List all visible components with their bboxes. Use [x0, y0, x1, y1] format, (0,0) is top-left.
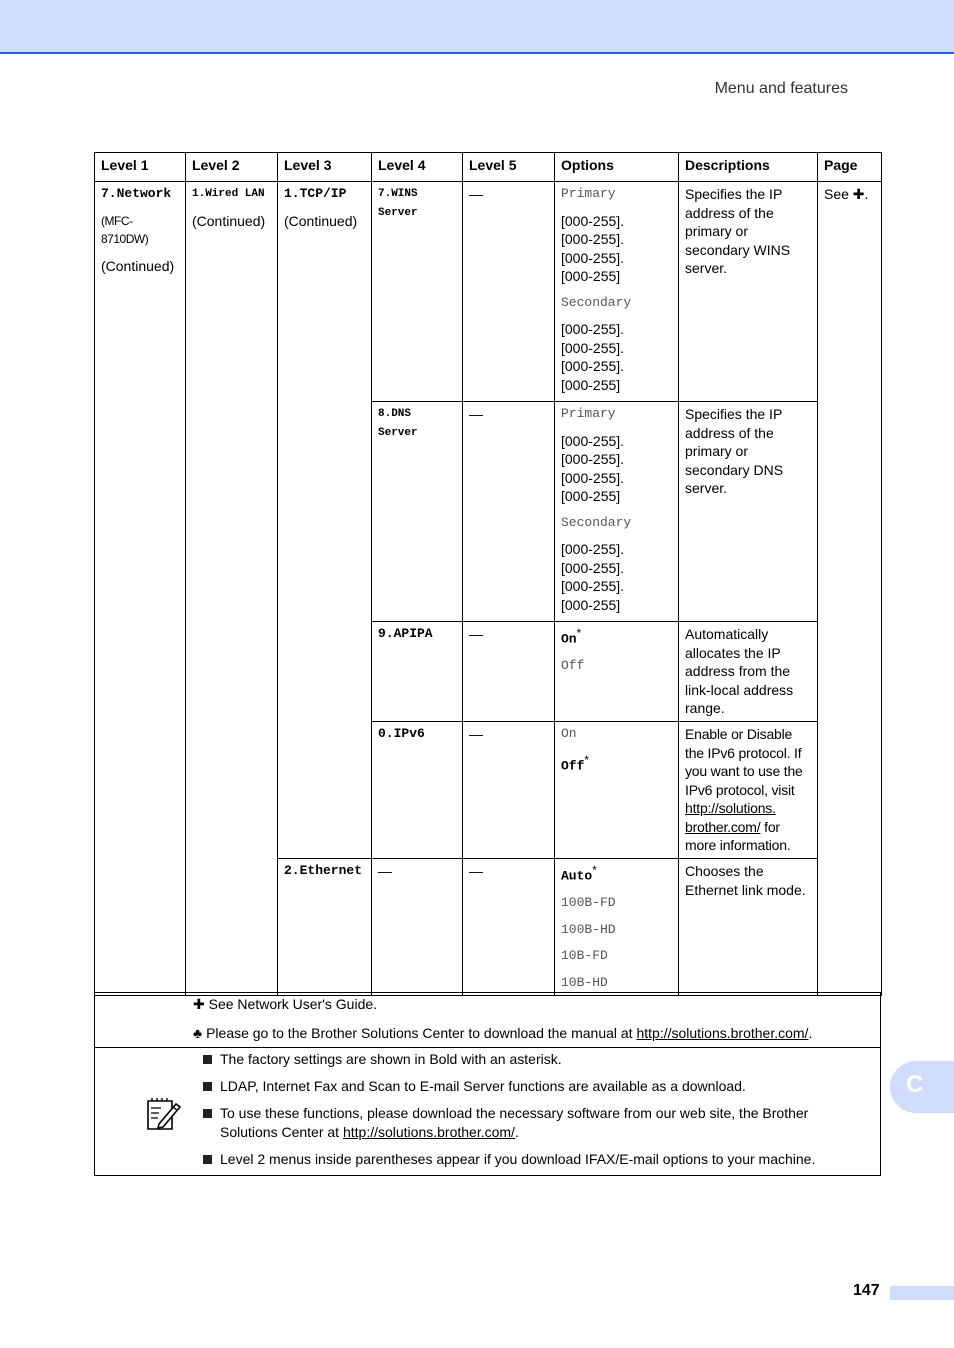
option-off: Off [561, 658, 585, 674]
options-cell [555, 402, 679, 622]
level2-menu: 1.Wired LAN [192, 188, 265, 200]
level5-dash: — [469, 186, 483, 202]
option-10b-hd: 10B-HD [561, 974, 608, 990]
option-primary: Primary [561, 186, 616, 201]
level4-menu: 0.IPv6 [378, 726, 425, 741]
page-bar [890, 1286, 954, 1300]
level1-continued: (Continued) [101, 257, 175, 274]
note-item: The factory settings are shown in Bold with an asterisk. [203, 1050, 850, 1069]
option-auto-default: Auto* [561, 864, 597, 884]
option-100b-hd: 100B-HD [561, 921, 616, 937]
level5-dash: — [469, 626, 483, 642]
level2-cell [186, 182, 278, 996]
level3-cell [278, 182, 372, 859]
cross-icon: ✚ [193, 996, 205, 1012]
column-header: Level 3 [278, 153, 372, 182]
description: Enable or Disable the IPv6 protocol. If you want to use the IPv6 protocol, visit http://solutions. brother.com/ for more information. [679, 722, 818, 859]
option-10b-fd: 10B-FD [561, 948, 608, 964]
level4-menu: 8.DNS Server [378, 408, 418, 439]
level4-dash: — [378, 863, 392, 879]
club-icon: ♣ [193, 1025, 203, 1041]
level2-continued: (Continued) [192, 212, 266, 229]
footnotes-box [94, 992, 881, 1048]
page-reference: See ✚. [824, 186, 869, 202]
option-on-default: On* [561, 627, 582, 647]
option-on: On [561, 726, 577, 741]
note-item: LDAP, Internet Fax and Scan to E-mail Server functions are available as a download. [203, 1077, 850, 1096]
level1-cell [95, 182, 186, 996]
options-cell [555, 722, 679, 859]
column-header: Level 1 [95, 153, 186, 182]
options-cell [555, 622, 679, 722]
table-row-wins [95, 182, 882, 402]
column-header: Descriptions [679, 153, 818, 182]
note-item: To use these functions, please download the necessary software from our web site, the Brother Solutions Center at http://solutions.brother.com/. [203, 1104, 850, 1142]
solutions-link[interactable]: http://solutions. [685, 800, 776, 816]
description: Chooses the Ethernet link mode. [685, 863, 806, 898]
level4-menu: 7.WINS Server [378, 188, 418, 219]
column-header: Level 4 [372, 153, 463, 182]
top-banner [0, 0, 954, 54]
level5-dash: — [469, 726, 483, 742]
footnote-cross: ✚ See Network User's Guide. [193, 996, 378, 1012]
level5-dash: — [469, 406, 483, 422]
description: Specifies the IP address of the primary or secondary DNS server. [685, 406, 784, 496]
notes-list [203, 1050, 850, 1177]
ip-range: [000-255]. [000-255]. [000-255]. [000-255] [561, 321, 625, 393]
option-secondary: Secondary [561, 514, 632, 530]
column-header: Page [818, 153, 882, 182]
column-header: Level 5 [463, 153, 555, 182]
options-cell [555, 182, 679, 402]
level3-menu: 1.TCP/IP [284, 186, 347, 201]
column-header: Level 2 [186, 153, 278, 182]
options-cell [555, 859, 679, 996]
option-secondary: Secondary [561, 294, 632, 310]
level3-menu: 2.Ethernet [284, 863, 363, 878]
level1-menu: 7.Network [101, 186, 172, 201]
description: Automatically allocates the IP address from the link-local address range. [685, 626, 794, 716]
note-item: Level 2 menus inside parentheses appear if you download IFAX/E-mail options to your machine. [203, 1150, 850, 1169]
option-primary: Primary [561, 406, 616, 421]
level4-menu: 9.APIPA [378, 626, 433, 641]
description: Specifies the IP address of the primary or secondary WINS server. [685, 186, 791, 276]
solutions-link[interactable]: http://solutions.brother.com/ [342, 1124, 515, 1140]
solutions-link[interactable]: http://solutions.brother.com/ [636, 1025, 809, 1041]
ip-range: [000-255]. [000-255]. [000-255]. [000-255] [561, 212, 625, 284]
page-number: 147 [853, 1282, 880, 1299]
table-header-row [95, 153, 882, 182]
level3-continued: (Continued) [284, 212, 358, 229]
section-title: Menu and features [714, 80, 848, 97]
level5-dash: — [469, 863, 483, 879]
menu-table [94, 152, 882, 996]
footnote-club: ♣ Please go to the Brother Solutions Center to download the manual at http://solutions.brother.com/. [193, 1025, 813, 1041]
ip-range: [000-255]. [000-255]. [000-255]. [000-255] [561, 541, 625, 613]
note-pencil-icon [145, 1096, 181, 1132]
option-100b-fd: 100B-FD [561, 895, 616, 911]
level1-model: (MFC-8710DW) [101, 213, 149, 246]
option-off-default: Off* [561, 753, 589, 774]
solutions-link[interactable]: brother.com/ [685, 818, 761, 835]
note-box [94, 1047, 881, 1176]
ip-range: [000-255]. [000-255]. [000-255]. [000-255] [561, 432, 625, 504]
column-header: Options [555, 153, 679, 182]
chapter-tab: C [890, 1061, 954, 1113]
